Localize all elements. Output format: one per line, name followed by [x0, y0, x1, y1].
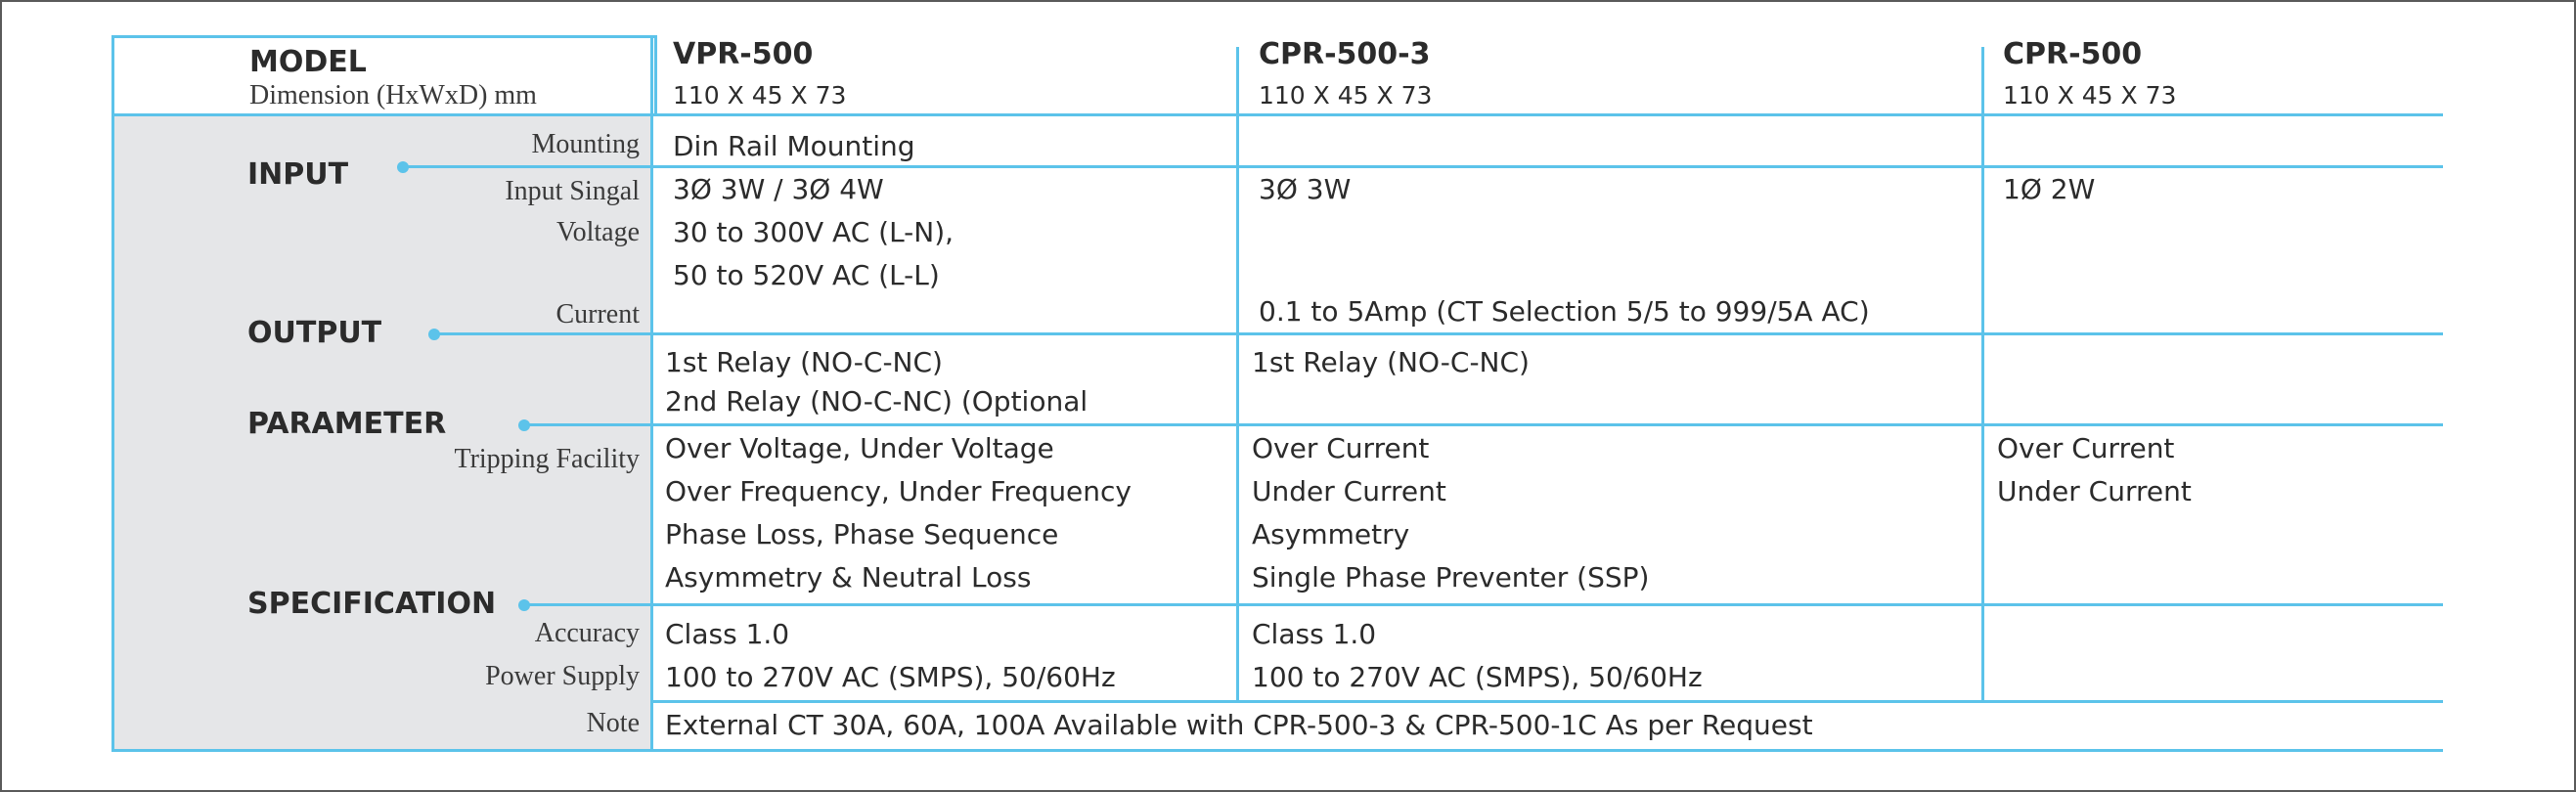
current-value: 0.1 to 5Amp (CT Selection 5/5 to 999/5A AC) [1259, 295, 1870, 328]
trip-cpr5003-1: Over Current [1252, 432, 1430, 464]
output-vpr500-relay1: 1st Relay (NO-C-NC) [665, 346, 943, 378]
note-value: External CT 30A, 60A, 100A Available with CPR-500-3 & CPR-500-1C As per Request [665, 709, 1813, 741]
border-left [111, 35, 114, 752]
section-input: INPUT [247, 157, 349, 192]
input-connector [403, 165, 650, 168]
accuracy-cpr5003: Class 1.0 [1252, 618, 1377, 650]
model-dimension-cpr5003: 110 X 45 X 73 [1259, 81, 1433, 110]
rule-output [650, 332, 2443, 335]
rule-parameter [650, 423, 2443, 426]
label-power-supply: Power Supply [485, 661, 640, 691]
trip-vpr500-4: Asymmetry & Neutral Loss [665, 561, 1032, 594]
input-signal-cpr500: 1Ø 2W [2003, 173, 2096, 205]
trip-cpr500-1: Over Current [1997, 432, 2175, 464]
output-vpr500-relay2: 2nd Relay (NO-C-NC) (Optional [665, 385, 1088, 418]
label-voltage: Voltage [555, 217, 640, 247]
model-dimension-vpr500: 110 X 45 X 73 [673, 81, 847, 110]
trip-cpr5003-3: Asymmetry [1252, 518, 1410, 550]
rule-header [111, 113, 2443, 116]
mounting-value: Din Rail Mounting [673, 130, 915, 162]
label-current: Current [555, 299, 640, 330]
label-mounting: Mounting [531, 129, 640, 159]
input-dot [397, 161, 409, 173]
power-supply-vpr500: 100 to 270V AC (SMPS), 50/60Hz [665, 661, 1116, 693]
label-note: Note [586, 708, 640, 738]
rule-specification [650, 603, 2443, 606]
specification-dot [518, 599, 530, 611]
label-accuracy: Accuracy [534, 618, 640, 648]
voltage-line-2: 50 to 520V AC (L-L) [673, 259, 940, 291]
accuracy-vpr500: Class 1.0 [665, 618, 790, 650]
output-cpr5003-relay1: 1st Relay (NO-C-NC) [1252, 346, 1530, 378]
output-dot [428, 329, 440, 340]
trip-vpr500-1: Over Voltage, Under Voltage [665, 432, 1054, 464]
parameter-dot [518, 419, 530, 431]
power-supply-cpr5003: 100 to 270V AC (SMPS), 50/60Hz [1252, 661, 1703, 693]
output-connector [434, 332, 650, 335]
section-output: OUTPUT [247, 316, 382, 350]
input-signal-cpr5003: 3Ø 3W [1259, 173, 1352, 205]
trip-cpr5003-2: Under Current [1252, 475, 1446, 507]
trip-cpr5003-4: Single Phase Preventer (SSP) [1252, 561, 1650, 594]
divider-col2 [1236, 47, 1239, 702]
input-signal-vpr500: 3Ø 3W / 3Ø 4W [673, 173, 884, 205]
label-tripping-facility: Tripping Facility [454, 444, 640, 474]
model-name-cpr5003: CPR-500-3 [1259, 37, 1431, 71]
parameter-connector [524, 423, 650, 426]
divider-col3 [1981, 47, 1984, 702]
divider-labels [650, 35, 653, 752]
trip-cpr500-2: Under Current [1997, 475, 2192, 507]
section-specification: SPECIFICATION [247, 587, 497, 621]
trip-vpr500-3: Phase Loss, Phase Sequence [665, 518, 1059, 550]
voltage-line-1: 30 to 300V AC (L-N), [673, 216, 955, 248]
model-name-vpr500: VPR-500 [673, 37, 814, 71]
rule-bottom [111, 749, 2443, 752]
section-parameter: PARAMETER [247, 407, 447, 441]
dimension-label: Dimension (HxWxD) mm [249, 80, 537, 110]
rule-note [650, 700, 2443, 703]
trip-vpr500-2: Over Frequency, Under Frequency [665, 475, 1132, 507]
rule-input [650, 165, 2443, 168]
model-name-cpr500: CPR-500 [2003, 37, 2143, 71]
specification-connector [524, 603, 650, 606]
model-dimension-cpr500: 110 X 45 X 73 [2003, 81, 2177, 110]
label-input-signal: Input Singal [505, 176, 640, 206]
model-label: MODEL [249, 45, 367, 79]
